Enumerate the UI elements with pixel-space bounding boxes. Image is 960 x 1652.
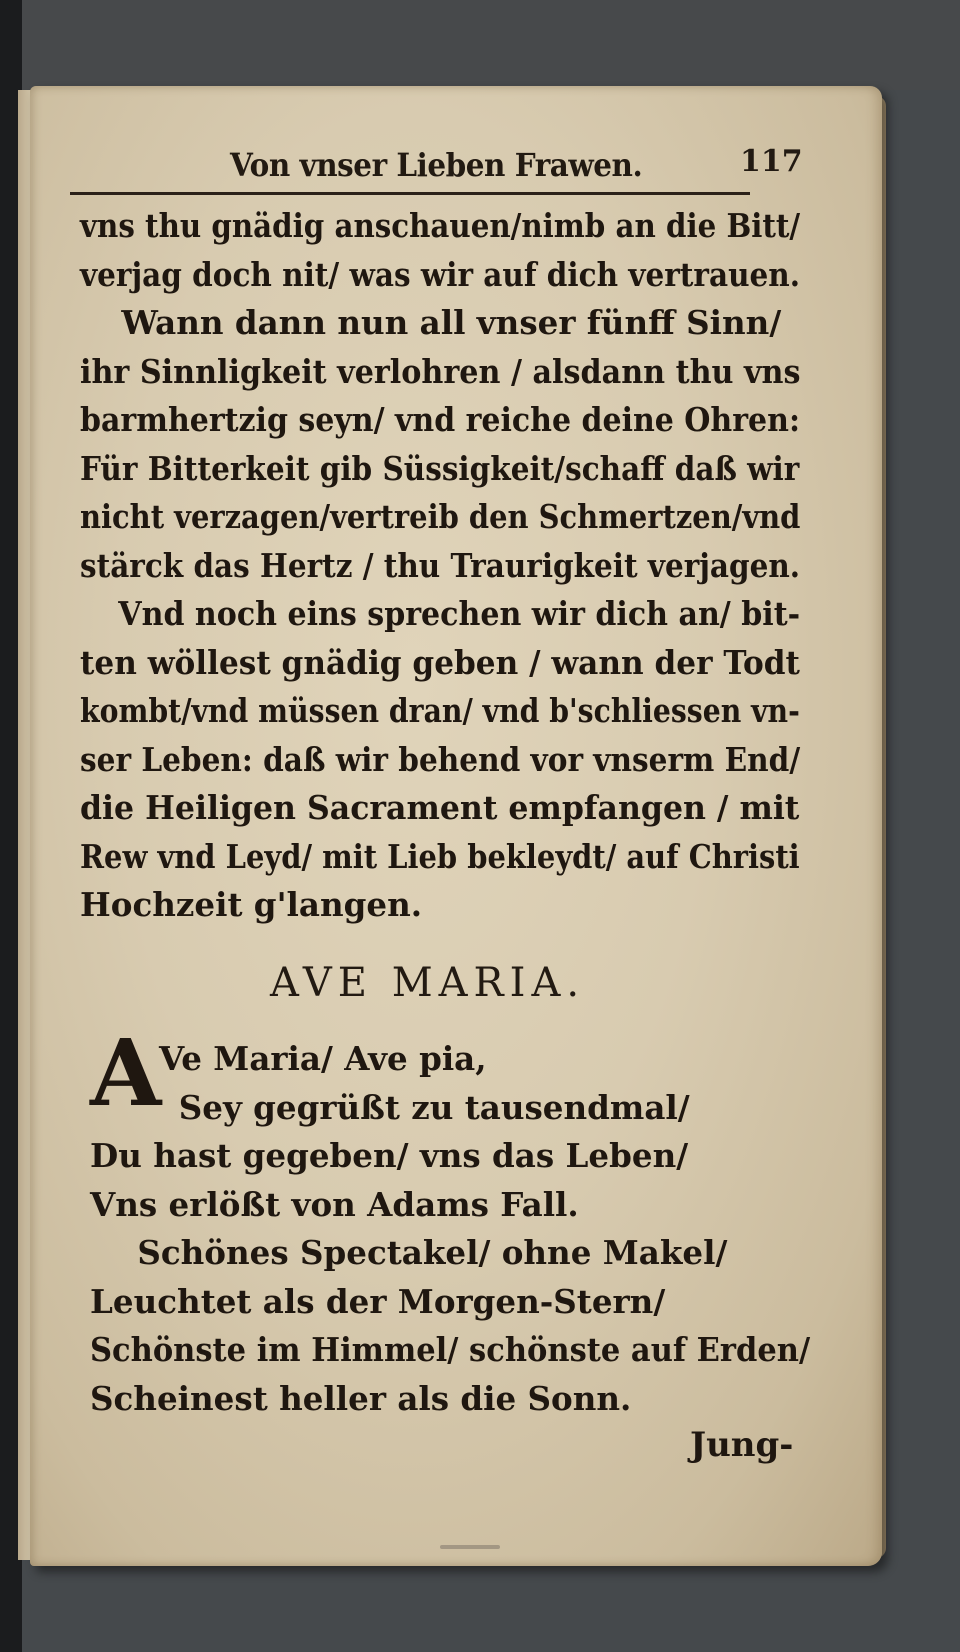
text-line: Vnd noch eins sprechen wir dich an/ bit- [118, 594, 801, 633]
verse-line: Schönste im Himmel/ schönste auf Erden/ [90, 1330, 811, 1369]
text-line: Für Bitterkeit gib Süssigkeit/schaff daß wir [80, 448, 800, 488]
background-top [0, 0, 960, 90]
running-head: Von vnser Lieben Frawen. [230, 146, 643, 184]
text-line: vns thu gnädig anschauen/nimb an die Bitt/ [80, 206, 801, 245]
page-number: 117 [740, 144, 803, 179]
text-line: barmhertzig seyn/ vnd reiche deine Ohren: [80, 400, 801, 439]
section-heading: AVE MARIA. [270, 960, 586, 1006]
text-line: kombt/vnd müssen dran/ vnd b'schliessen vn- [80, 691, 800, 730]
paper-mark [440, 1545, 500, 1549]
text-line: Rew vnd Leyd/ mit Lieb bekleydt/ auf Christi [80, 836, 800, 876]
verse-line: Vns erlößt von Adams Fall. [90, 1184, 579, 1224]
verse-block [90, 1019, 820, 1423]
drop-cap: A [90, 1019, 162, 1127]
body-text [80, 202, 810, 930]
header-rule [70, 192, 750, 195]
verse-line: Schönes Spectakel/ ohne Makel/ [137, 1233, 728, 1272]
catchword: Jung- [690, 1425, 794, 1465]
text-line: nicht verzagen/vertreib den Schmertzen/vnd [80, 497, 801, 536]
text-line: ser Leben: daß wir behend vor vnserm End/ [80, 739, 801, 779]
text-line: Wann dann nun all vnser fünff Sinn/ [121, 303, 782, 342]
verse-line: Scheinest heller als die Sonn. [90, 1378, 632, 1418]
text-line: stärck das Hertz / thu Traurigkeit verjagen. [80, 545, 801, 585]
page-header [70, 140, 803, 196]
text-line: ihr Sinnligkeit verlohren / alsdann thu vns [80, 351, 801, 391]
verse-line: Ve Maria/ Ave pia, [159, 1039, 487, 1078]
text-line: verjag doch nit/ was wir auf dich vertrauen. [80, 254, 801, 294]
text-line: Hochzeit g'langen. [80, 885, 423, 924]
text-line: ten wöllest gnädig geben / wann der Todt [80, 642, 800, 682]
verse-line: Leuchtet als der Morgen-Stern/ [90, 1281, 666, 1321]
verse-line: Sey gegrüßt zu tausendmal/ [178, 1087, 690, 1127]
text-line: die Heiligen Sacrament empfangen / mit [80, 788, 800, 827]
verse-line: Du hast gegeben/ vns das Leben/ [90, 1136, 689, 1175]
